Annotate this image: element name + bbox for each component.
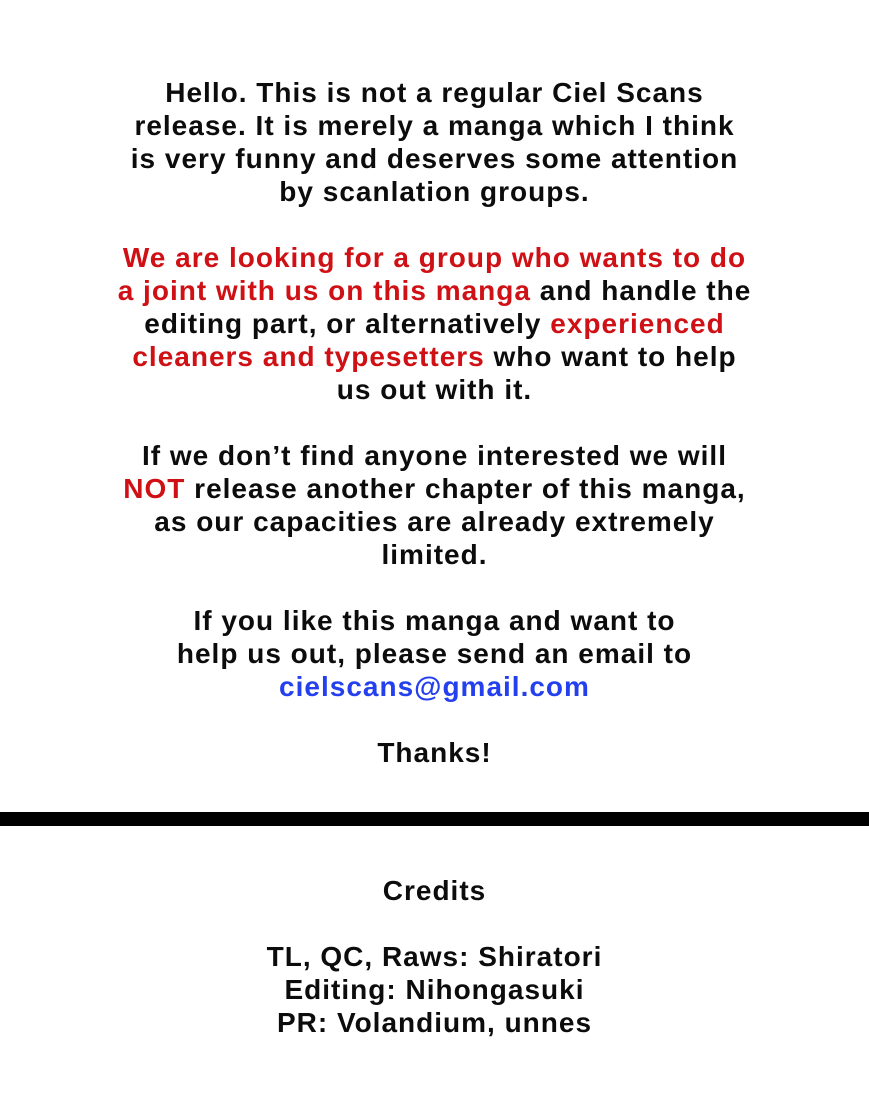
paragraph-recruitment: [0, 241, 869, 406]
text-line: [0, 142, 869, 175]
credit-line-editing: Editing: Nihongasuki: [284, 974, 585, 1005]
text-segment-black: editing part, or alternatively: [144, 308, 551, 339]
text-segment-black: If you like this manga and want to: [193, 605, 676, 636]
paragraph-warning: [0, 439, 869, 571]
text-line: [0, 736, 869, 769]
text-line: [0, 76, 869, 109]
text-line: [0, 472, 869, 505]
text-line: [0, 340, 869, 373]
text-line: [0, 109, 869, 142]
text-segment-black: Thanks!: [377, 737, 492, 768]
credit-line-pr: PR: Volandium, unnes: [276, 1007, 593, 1038]
text-line: [0, 373, 869, 406]
section-divider: [0, 812, 869, 826]
text-line: [0, 604, 869, 637]
text-segment-black: release. It is merely a manga which I think: [134, 110, 735, 141]
text-segment-black: Hello. This is not a regular Ciel Scans: [165, 77, 704, 108]
credits-heading: Credits: [382, 875, 487, 906]
paragraph-thanks: [0, 736, 869, 769]
text-segment-red: cleaners and typesetters: [132, 341, 485, 372]
text-segment-red: We are looking for a group who wants to do: [122, 242, 747, 273]
text-segment-black: as our capacities are already extremely: [154, 506, 715, 537]
text-line: [0, 538, 869, 571]
text-line: [0, 307, 869, 340]
text-segment-black: us out with it.: [336, 374, 533, 405]
credit-line-tl-qc-raws: TL, QC, Raws: Shiratori: [266, 941, 603, 972]
text-segment-black: If we don’t find anyone interested we will: [142, 440, 727, 471]
text-line: [0, 637, 869, 670]
text-segment-red: experienced: [550, 308, 725, 339]
email-text: cielscans@gmail.com: [279, 671, 590, 702]
text-segment-black: limited.: [381, 539, 488, 570]
text-segment-black: release another chapter of this manga,: [185, 473, 746, 504]
text-segment-black: is very funny and deserves some attention: [130, 143, 739, 174]
text-line: [0, 439, 869, 472]
text-segment-red: NOT: [123, 473, 186, 504]
text-segment-black: who want to help: [484, 341, 737, 372]
credits-list: [0, 940, 869, 1039]
credits-section: [0, 874, 869, 1039]
paragraph-contact: [0, 604, 869, 703]
text-line: [0, 175, 869, 208]
paragraph-intro: [0, 76, 869, 208]
text-segment-black: and handle the: [530, 275, 752, 306]
text-line: [0, 670, 869, 703]
text-line: [0, 241, 869, 274]
text-line: [0, 505, 869, 538]
text-segment-black: by scanlation groups.: [279, 176, 590, 207]
text-segment-black: help us out, please send an email to: [176, 638, 693, 669]
text-segment-red: a joint with us on this manga: [117, 275, 531, 306]
text-line: [0, 274, 869, 307]
